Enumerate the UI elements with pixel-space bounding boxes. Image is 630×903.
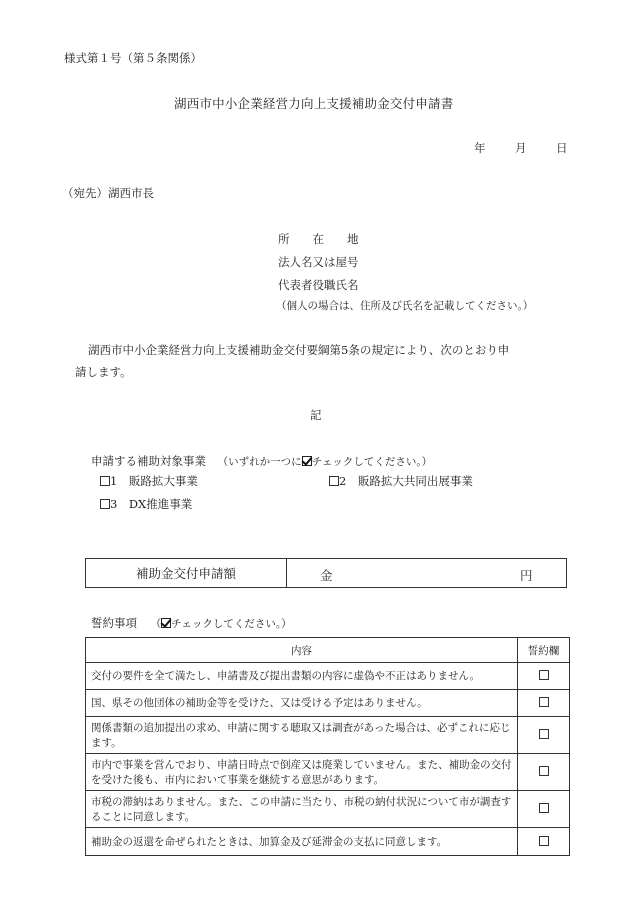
- checkbox-icon[interactable]: [329, 476, 339, 486]
- project-option-label: 3 DX推進事業: [110, 497, 193, 511]
- column-header-check: 誓約欄: [518, 638, 570, 663]
- project-option-2[interactable]: [329, 473, 473, 489]
- table-row: [86, 754, 570, 791]
- checked-box-icon: [161, 618, 171, 628]
- date-month: 月: [515, 141, 527, 155]
- table-row: [86, 828, 570, 856]
- pledge-note-prefix: （: [150, 618, 162, 630]
- table-row: [86, 791, 570, 828]
- amount-table: [85, 558, 567, 588]
- pledge-check-cell[interactable]: [518, 690, 570, 717]
- project-option-label: 2 販路拡大共同出展事業: [339, 474, 473, 488]
- pledge-heading-label: 誓約事項: [91, 616, 137, 630]
- name-label: 法人名又は屋号: [278, 255, 359, 269]
- project-note-prefix: （いずれか一つに: [217, 456, 302, 468]
- ki-heading: 記: [310, 408, 322, 422]
- project-option-label: 1 販路拡大事業: [110, 474, 198, 488]
- checkbox-icon[interactable]: [539, 670, 549, 680]
- pledge-item-text: 交付の要件を全て満たし、申請書及び提出書類の内容に虚偽や不正はありません。: [86, 663, 518, 690]
- date-day: 日: [556, 141, 568, 155]
- checkbox-icon[interactable]: [539, 697, 549, 707]
- checkbox-icon[interactable]: [100, 499, 110, 509]
- amount-prefix: 金: [320, 568, 333, 583]
- pledge-check-cell[interactable]: [518, 791, 570, 828]
- table-row: [86, 717, 570, 754]
- addressee: （宛先）湖西市長: [62, 186, 154, 200]
- project-heading-label: 申請する補助対象事業: [91, 454, 206, 468]
- project-option-3[interactable]: [100, 496, 192, 512]
- pledge-check-cell[interactable]: [518, 717, 570, 754]
- pledge-check-cell[interactable]: [518, 828, 570, 856]
- checkbox-icon[interactable]: [539, 766, 549, 776]
- amount-label: 補助金交付申請額: [86, 559, 287, 588]
- checked-box-icon: [302, 456, 312, 466]
- project-note: [218, 456, 432, 468]
- document-title: 湖西市中小企業経営力向上支援補助金交付申請書: [174, 96, 454, 111]
- pledge-item-text: 補助金の返還を命ぜられたときは、加算金及び延滞金の支払に同意します。: [86, 828, 518, 856]
- pledge-heading: [91, 615, 292, 631]
- pledge-item-text: 国、県その他団体の補助金等を受けた、又は受ける予定はありません。: [86, 690, 518, 717]
- body-text-line1: 湖西市中小企業経営力向上支援補助金交付要綱第5条の規定により、次のとおり申: [88, 343, 510, 357]
- pledge-note-suffix: チェックしてください。）: [171, 618, 292, 630]
- body-text-line2: 請します。: [75, 365, 132, 379]
- date-year: 年: [474, 141, 486, 155]
- amount-field[interactable]: [287, 559, 567, 588]
- table-row: [86, 663, 570, 690]
- applicant-note: （個人の場合は、住所及び氏名を記載してください。）: [276, 300, 534, 312]
- pledge-note: [151, 618, 292, 630]
- form-number: 様式第１号（第５条関係）: [64, 51, 202, 65]
- pledge-table: [85, 637, 570, 856]
- representative-label: 代表者役職氏名: [278, 278, 359, 292]
- checkbox-icon[interactable]: [539, 836, 549, 846]
- amount-unit: 円: [520, 568, 533, 583]
- address-label: 所 在 地: [278, 232, 359, 246]
- checkbox-icon[interactable]: [539, 803, 549, 813]
- pledge-item-text: 関係書類の追加提出の求め、申請に関する聴取又は調査があった場合は、必ずこれに応じます。: [86, 717, 518, 754]
- pledge-check-cell[interactable]: [518, 663, 570, 690]
- pledge-check-cell[interactable]: [518, 754, 570, 791]
- pledge-header-row: [86, 638, 570, 663]
- checkbox-icon[interactable]: [539, 729, 549, 739]
- column-header-content: 内容: [86, 638, 518, 663]
- project-heading: [91, 453, 432, 469]
- table-row: [86, 690, 570, 717]
- project-note-suffix: チェックしてください。）: [311, 456, 433, 468]
- pledge-item-text: 市内で事業を営んでおり、申請日時点で倒産又は廃業していません。また、補助金の交付を受けた後も、市内において事業を継続する意思があります。: [86, 754, 518, 791]
- checkbox-icon[interactable]: [100, 476, 110, 486]
- project-option-1[interactable]: [100, 473, 198, 489]
- pledge-item-text: 市税の滞納はありません。また、この申請に当たり、市税の納付状況について市が調査することに同意します。: [86, 791, 518, 828]
